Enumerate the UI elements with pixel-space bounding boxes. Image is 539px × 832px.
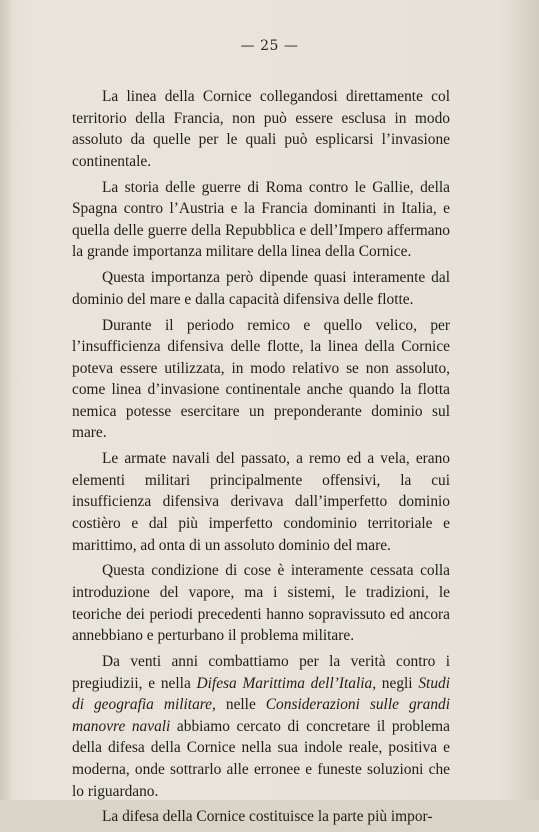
paragraph — [72, 651, 450, 802]
text-run: La linea della Cornice collegandosi direttamente col territorio della Francia, non può essere esclusa in modo assoluto da quelle per le quali può esplicarsi l’invasione continentale. — [72, 88, 450, 170]
text-run: Le armate navali del passato, a remo ed a vela, erano elementi militari principalmente offensivi, la cui insufficienza difensiva derivava dall’imperfetto dominio costièro e dal più imperfetto condominio territoriale e marittimo, ad onta di un assoluto dominio del mare. — [72, 450, 450, 554]
paragraph — [72, 560, 450, 646]
paragraph — [72, 267, 450, 310]
page-number: — 25 — — [240, 38, 299, 54]
italic-title: Considerazioni sulle grandi manovre navali — [72, 696, 450, 735]
paragraph — [72, 315, 450, 445]
paragraph — [72, 448, 450, 556]
text-run: Durante il periodo remico e quello velico, per l’insufficienza difensiva delle flotte, la linea della Cornice poteva essere utilizzata, in modo relativo se non assoluto, come linea d’invasione continentale anche quando la flotta nemica potesse esercitare un preponderante dominio sul mare. — [72, 316, 450, 442]
body-text — [72, 86, 450, 832]
text-run: Questa condizione di cose è interamente cessata colla introduzione del vapore, ma i sistemi, le tradizioni, le teoriche dei periodi precedenti hanno sopravissuto ed ancora annebbiano e perturbano il problema militare. — [72, 562, 450, 645]
text-run: negli — [376, 674, 419, 692]
paragraph — [72, 806, 450, 828]
text-run: abbiamo cercato di concretare il problema della difesa della Cornice nella sua indole reale, positiva e moderna, onde sottrarlo alle erronee e funeste soluzioni che lo riguardano. — [72, 717, 450, 800]
italic-title: Difesa Marittima dell’Italia, — [196, 674, 377, 692]
text-run: Questa importanza però dipende quasi interamente dal dominio del mare e dalla capacità difensiva delle flotte. — [72, 269, 450, 308]
text-run: nelle — [215, 696, 266, 714]
italic-title: Studi di geografia militare, — [72, 674, 450, 714]
text-run: La difesa della Cornice costituisce la parte più impor- — [102, 808, 433, 826]
paragraph — [72, 86, 450, 172]
text-run: La storia delle guerre di Roma contro le Gallie, della Spagna contro l’Austria e la Francia dominanti in Italia, e quella delle guerre della Repubblica e dell’Impero affermano la grande importanza militare della linea della Cornice. — [72, 178, 450, 261]
paragraph — [72, 177, 450, 263]
text-run: Da venti anni combattiamo per la verità contro i pregiudizii, e nella — [72, 652, 450, 692]
